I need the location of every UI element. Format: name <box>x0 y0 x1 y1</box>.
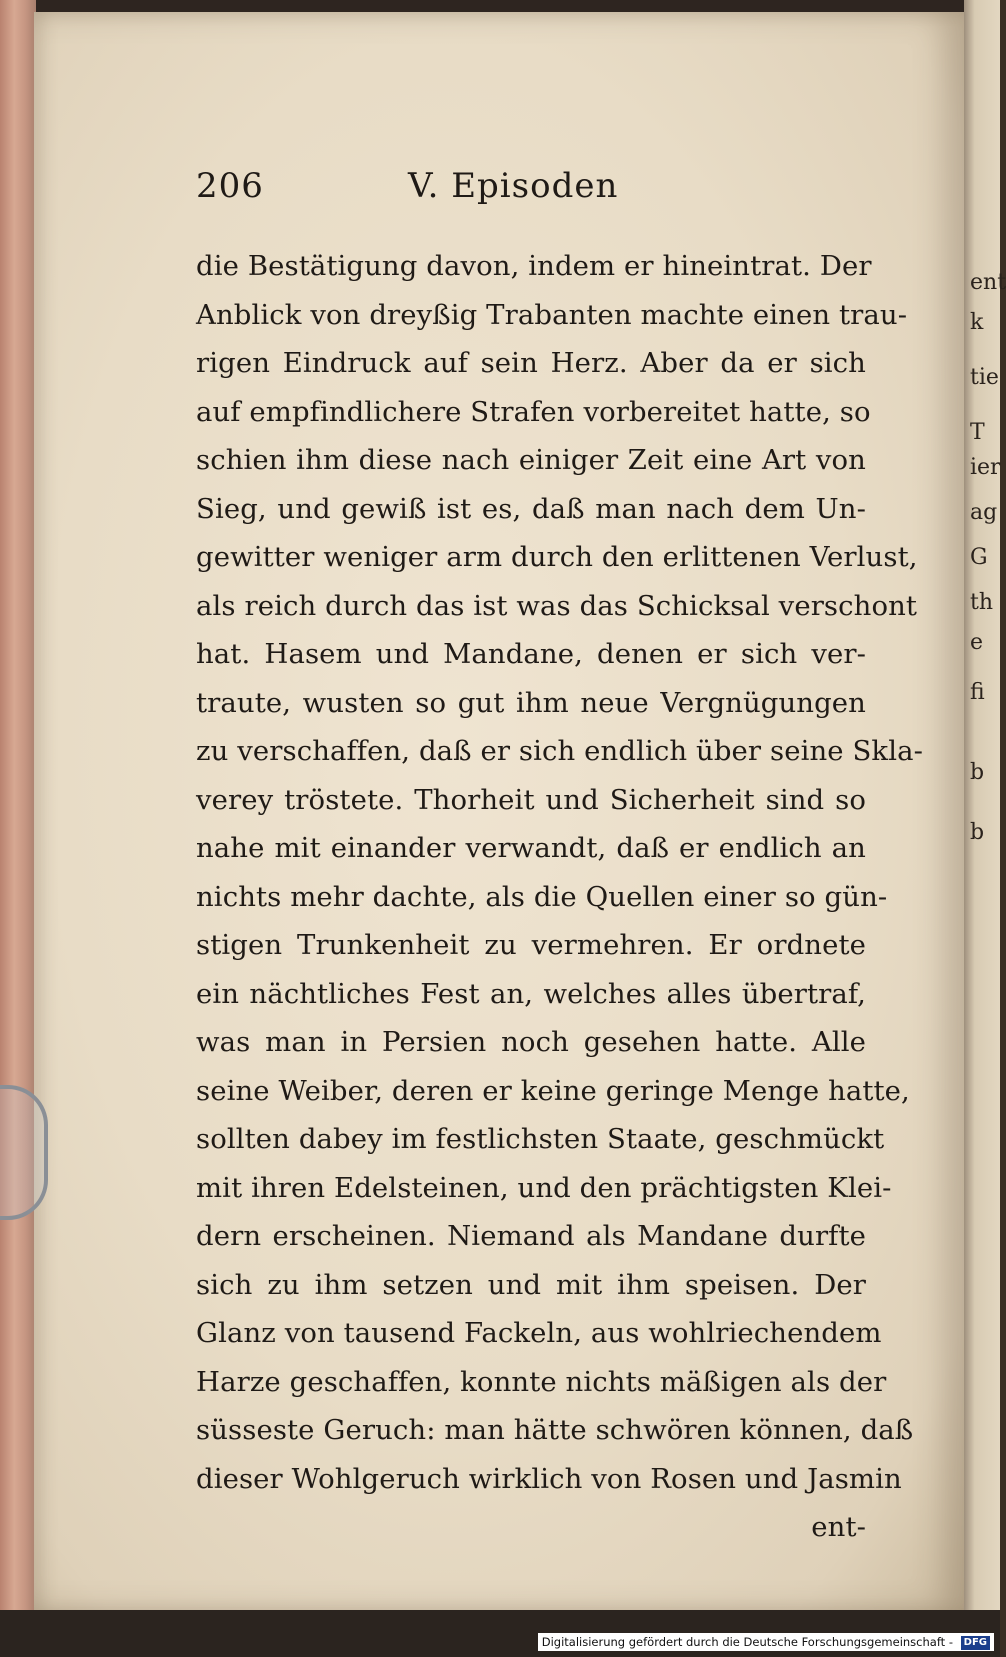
body-text <box>196 242 923 1552</box>
text-line: gewitter weniger arm durch den erlittenen Verlust, <box>196 541 918 573</box>
text-line: stigen Trunkenheit zu vermehren. Er ordnete <box>196 929 866 961</box>
text-line: Glanz von tausend Fackeln, aus wohlriechendem <box>196 1317 882 1349</box>
next-page-fragment: T <box>970 420 985 445</box>
text-line: was man in Persien noch gesehen hatte. Alle <box>196 1026 866 1058</box>
dfg-logo-icon: DFG <box>961 1636 990 1650</box>
digitization-credit-text: Digitalisierung gefördert durch die Deutsche Forschungsgemeinschaft - <box>541 1635 953 1649</box>
text-line: dern erscheinen. Niemand als Mandane durfte <box>196 1220 866 1252</box>
text-line: nichts mehr dachte, als die Quellen einer so gün- <box>196 880 888 913</box>
text-line: sich zu ihm setzen und mit ihm speisen. Der <box>196 1268 866 1301</box>
text-line: traute, wusten so gut ihm neue Vergnügungen <box>196 686 866 719</box>
next-page-fragment: k <box>970 310 984 335</box>
text-line: hat. Hasem und Mandane, denen er sich ver- <box>196 638 866 670</box>
text-line: mit ihren Edelsteinen, und den prächtigsten Klei- <box>196 1171 892 1204</box>
next-page-fragment: G <box>970 545 988 570</box>
page-number: 206 <box>196 166 264 206</box>
text-line: Sieg, und gewiß ist es, daß man nach dem Un- <box>196 492 866 525</box>
text-line: ein nächtliches Fest an, welches alles übertraf, <box>196 977 866 1010</box>
text-line: dieser Wohlgeruch wirklich von Rosen und Jasmin <box>196 1462 902 1495</box>
next-page-fragment: ag <box>970 500 998 525</box>
text-line: sollten dabey im festlichsten Staate, geschmückt <box>196 1123 885 1155</box>
text-line: Harze geschaffen, konnte nichts mäßigen als der <box>196 1365 887 1398</box>
text-line: schien ihm diese nach einiger Zeit eine Art von <box>196 444 866 476</box>
text-line: rigen Eindruck auf sein Herz. Aber da er sich <box>196 347 866 379</box>
next-page-fragment: fi <box>970 680 985 705</box>
book-clip-icon <box>0 1085 48 1220</box>
running-title: V. Episoden <box>408 166 619 206</box>
page-header <box>196 166 876 216</box>
text-line: auf empfindlichere Strafen vorbereitet hatte, so <box>196 395 871 428</box>
scan-footer <box>0 1610 1000 1657</box>
next-page-fragment: ent <box>970 270 1006 295</box>
next-page-fragment: tie <box>970 365 999 390</box>
text-line: süsseste Geruch: man hätte schwören können, daß <box>196 1414 914 1446</box>
next-page-fragment: b <box>970 760 985 785</box>
book-page-edges <box>0 0 36 1657</box>
text-line: verey tröstete. Thorheit und Sicherheit sind so <box>196 783 866 816</box>
next-page-fragment: e <box>970 630 984 655</box>
text-line: seine Weiber, deren er keine geringe Menge hatte, <box>196 1074 910 1107</box>
text-line: die Bestätigung davon, indem er hineintrat. Der <box>196 250 872 282</box>
text-line: Anblick von dreyßig Trabanten machte einen trau- <box>196 298 908 331</box>
next-page-strip <box>964 0 1006 1610</box>
digitization-credit <box>538 1633 994 1651</box>
next-page-fragment: ier <box>970 455 1001 480</box>
text-line: zu verschaffen, daß er sich endlich über seine Skla- <box>196 735 923 767</box>
catchword: ent- <box>811 1511 866 1543</box>
next-page-fragment: th <box>970 590 994 615</box>
next-page-fragment: b <box>970 820 985 845</box>
text-line: nahe mit einander verwandt, daß er endlich an <box>196 832 866 864</box>
text-line: als reich durch das ist was das Schicksal verschont <box>196 589 918 622</box>
